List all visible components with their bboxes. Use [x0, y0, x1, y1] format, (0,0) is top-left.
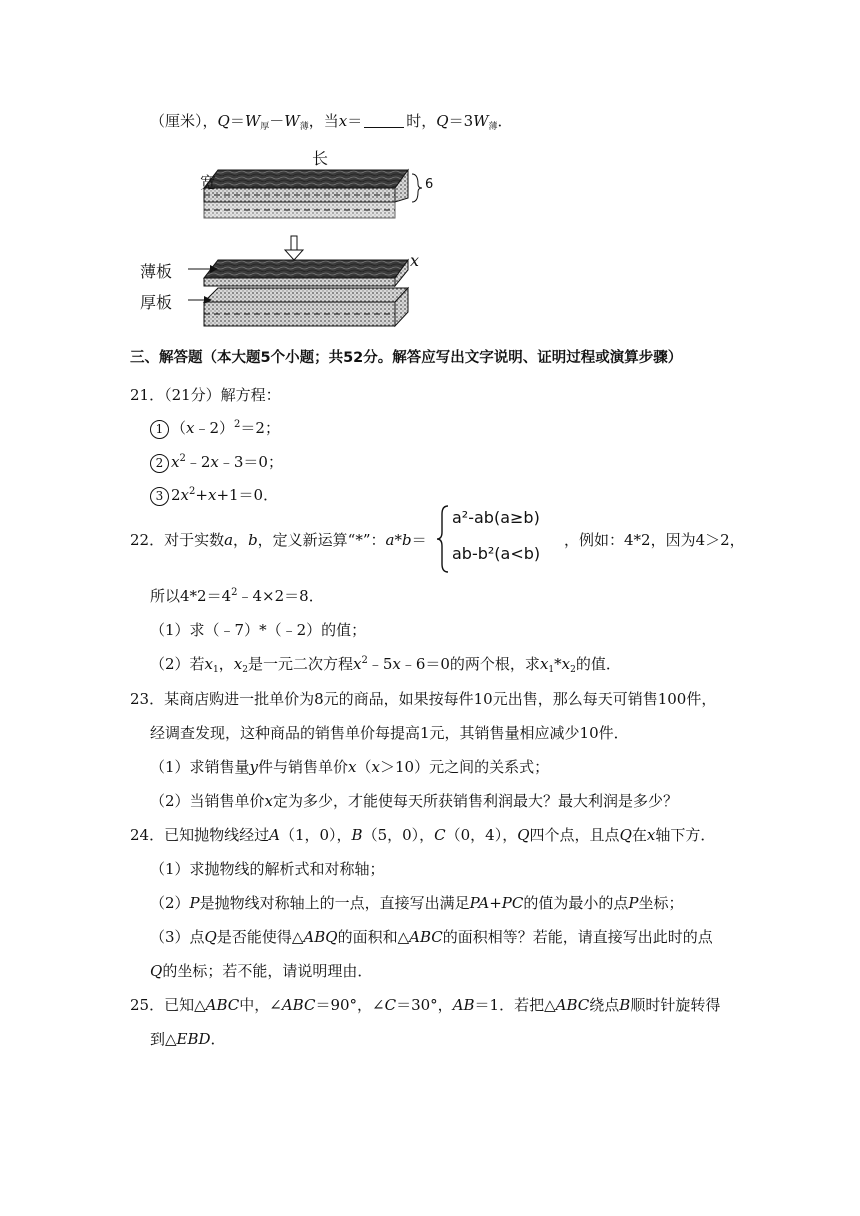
- q22-line-1: [130, 529, 427, 551]
- circled-number: 3: [150, 487, 169, 506]
- q24s3-e: 的坐标；若不能，请说明理由．: [162, 962, 373, 980]
- q24-x: x: [646, 826, 656, 844]
- thick-board-top-face: [204, 288, 408, 302]
- q21-3-a: 2: [171, 486, 181, 504]
- q22s2-x3: x: [392, 655, 401, 673]
- q21-2-b: ﹣3＝0；: [218, 453, 283, 471]
- q22-op: a*b: [385, 531, 412, 549]
- q23s2-x: x: [264, 792, 274, 810]
- q25-l2-a: 到△: [150, 1030, 177, 1048]
- q22s2-e: 的值．: [575, 655, 621, 673]
- q25-ABC3: ABC: [555, 996, 590, 1014]
- q25-c: ＝90°，∠: [315, 996, 385, 1014]
- q21-3-sup: 2: [189, 486, 196, 497]
- q24s2-P: P: [189, 894, 200, 912]
- q22s2-x5: x: [561, 655, 571, 673]
- six-label: 6: [425, 177, 434, 192]
- q22s2-i4: 1: [548, 665, 555, 675]
- q22s2-a: （2）若: [150, 655, 205, 673]
- q23s1-c: （: [356, 758, 372, 776]
- q24s3-c: 的面积和△: [337, 928, 410, 946]
- q25-C: C: [384, 996, 397, 1014]
- q25-AB: AB: [452, 996, 475, 1014]
- q24s3-ABQ: ABQ: [303, 928, 338, 946]
- q24s2-plus: +: [489, 894, 502, 912]
- q22-l2-sup: 2: [231, 587, 238, 598]
- q22-eq: ＝: [411, 531, 427, 549]
- thin-board-label: 薄板: [140, 262, 173, 281]
- w-var: W: [244, 112, 261, 130]
- q24s3-b: 是否能使得△: [216, 928, 304, 946]
- q24s3-Q: Q: [204, 928, 217, 946]
- top-board-top-face: [204, 170, 408, 188]
- length-label: 长: [312, 149, 329, 168]
- q22-comma: ，: [233, 531, 249, 549]
- q-var-2: Q: [436, 112, 449, 130]
- q24-A: A: [269, 826, 280, 844]
- w-var-3: W: [473, 112, 489, 130]
- q20-end: ．: [497, 112, 513, 130]
- q21-3-b: +: [195, 486, 208, 504]
- q21-item-3: [150, 484, 278, 506]
- q21-1-x: x: [186, 419, 195, 437]
- q22s2-x1: x: [204, 655, 214, 673]
- q24s3-d: 的面积相等？若能，请直接写出此时的点: [442, 928, 713, 946]
- thick-board-label: 厚板: [140, 293, 173, 312]
- q24s2-d: 坐标；: [638, 894, 684, 912]
- q22-sub-1: （1）求（﹣7）*（﹣2）的值；: [150, 621, 367, 639]
- q22-var-b: b: [248, 531, 258, 549]
- q24-B: B: [351, 826, 363, 844]
- x-label: x: [410, 251, 420, 270]
- q22s2-sq: 2: [361, 655, 368, 666]
- q24s3-a: （3）点: [150, 928, 205, 946]
- q23s1-x2: x: [371, 758, 380, 776]
- q20-eq2: ＝: [347, 112, 363, 130]
- q21-1-sup: 2: [234, 419, 241, 430]
- q21-item-1: [150, 417, 280, 439]
- q24-Q: Q: [517, 826, 530, 844]
- q21-2-x2: x: [210, 453, 219, 471]
- q24-sub-3: [150, 926, 713, 948]
- q23-sub-1: [150, 756, 549, 778]
- q24-b: （1，0），: [279, 826, 352, 844]
- q24-Q2: Q: [619, 826, 632, 844]
- q23s1-y: y: [249, 758, 259, 776]
- q25-ABC2: ABC: [281, 996, 316, 1014]
- q21-1-b: ﹣2）: [194, 419, 235, 437]
- q22s2-comma: ，: [218, 655, 234, 673]
- q20-post: 时，: [406, 112, 437, 130]
- q22-line-2: [150, 585, 324, 607]
- x-var: x: [338, 112, 348, 130]
- thick-subscript: 厚: [260, 122, 270, 132]
- q24s2-c: 的值为最小的点: [523, 894, 629, 912]
- q24-sub-3-cont: [150, 960, 372, 982]
- q24s3-ABC: ABC: [409, 928, 443, 946]
- thin-board-top-face: [204, 260, 408, 278]
- q22-l2-a: 所以4*2＝4: [150, 587, 232, 605]
- q22s2-i2: 2: [242, 665, 248, 675]
- q25-b: 中，∠: [239, 996, 282, 1014]
- q21-2-x: x: [171, 453, 180, 471]
- q21-1-c: ＝2；: [240, 419, 280, 437]
- q21-3-x2: x: [207, 486, 217, 504]
- case-2: ab-b²(a<b): [452, 544, 541, 563]
- q22s2-star: *: [554, 655, 562, 673]
- q25-ABC: ABC: [205, 996, 240, 1014]
- q23s2-b: 定为多少，才能使每天所获销售利润最大？最大利润是多少？: [273, 792, 679, 810]
- q20-eq: ＝: [229, 112, 245, 130]
- q23s1-x: x: [348, 758, 357, 776]
- q24-sub-2: [150, 892, 684, 914]
- q24-line-1: [130, 824, 715, 846]
- q21-2-a: ﹣2: [185, 453, 211, 471]
- q24s3-Q2: Q: [150, 962, 163, 980]
- q24-sub-1: （1）求抛物线的解析式和对称轴；: [150, 860, 385, 878]
- brace: [436, 504, 450, 574]
- q21-item-2: [150, 451, 283, 473]
- q22s2-x2: x: [233, 655, 243, 673]
- q20-text: （厘米），: [150, 112, 218, 130]
- q22s2-eqx: x: [352, 655, 362, 673]
- q25-g: 顺时针旋转得: [630, 996, 721, 1014]
- q21-heading: 21．（21分）解方程：: [130, 386, 281, 404]
- thin-subscript: 薄: [299, 122, 309, 132]
- q25-B: B: [619, 996, 631, 1014]
- q23-line-2: 经调查发现，这种商品的销售单价每提高1元，其销售量相应减少10件．: [150, 724, 629, 742]
- q20-eq3: ＝3: [448, 112, 474, 130]
- q24s2-P2: P: [628, 894, 639, 912]
- q24-f: 在: [631, 826, 647, 844]
- q24-d: （0，4），: [445, 826, 518, 844]
- board-figure: [140, 140, 440, 340]
- q-var: Q: [217, 112, 230, 130]
- circled-number: 2: [150, 454, 169, 473]
- q22s2-i5: 2: [570, 665, 576, 675]
- q25-l2-b: ．: [210, 1030, 226, 1048]
- q22s2-i1: 1: [213, 665, 219, 675]
- q22s2-x4: x: [539, 655, 549, 673]
- q22-a: 22．对于实数: [130, 531, 225, 549]
- q24-a: 24．已知抛物线经过: [130, 826, 270, 844]
- q24s2-PC: PC: [501, 894, 524, 912]
- q24-C: C: [434, 826, 446, 844]
- q24s2-b: 是抛物线对称轴上的一点，直接写出满足: [199, 894, 470, 912]
- q25-a: 25．已知△: [130, 996, 206, 1014]
- q21-3-x: x: [180, 486, 190, 504]
- q24-g: 轴下方．: [655, 826, 716, 844]
- q20-answer-line: [150, 110, 513, 132]
- q23s1-a: （1）求销售量: [150, 758, 250, 776]
- q21-2-sup: 2: [179, 453, 186, 464]
- q25-line-2: [150, 1028, 226, 1050]
- section-heading: 三、解答题（本大题5个小题；共52分。解答应写出文字说明、证明过程或演算步骤）: [130, 350, 683, 366]
- q23s2-a: （2）当销售单价: [150, 792, 265, 810]
- q22s2-c: ﹣5: [367, 655, 393, 673]
- q25-line-1: [130, 994, 720, 1016]
- q23-line-1: 23．某商店购进一批单价为8元的商品，如果按每件10元出售，那么每天可销售100件，: [130, 690, 717, 708]
- thin-subscript-2: 薄: [488, 122, 498, 132]
- q23-sub-2: [150, 790, 678, 812]
- q24-e: 四个点，且点: [529, 826, 620, 844]
- q22s2-d: ﹣6＝0的两个根，求: [400, 655, 540, 673]
- q22-var-a: a: [224, 531, 234, 549]
- q22-tail: ，例如：4*2，因为4＞2，: [564, 531, 745, 549]
- q24-c: （5，0），: [362, 826, 435, 844]
- q22-l2-b: ﹣4×2＝8．: [237, 587, 324, 605]
- case-1: a²-ab(a≥b): [452, 508, 540, 527]
- q20-minus: －: [269, 112, 285, 130]
- q25-e: ＝1．若把△: [474, 996, 556, 1014]
- q25-EBD: EBD: [176, 1030, 211, 1048]
- q21-3-c: +1＝0．: [216, 486, 279, 504]
- q22-sub-2: [150, 653, 621, 675]
- piecewise-definition: [436, 504, 566, 574]
- q23s1-b: 件与销售单价: [258, 758, 349, 776]
- circled-number: 1: [150, 420, 169, 439]
- q22-b: ，定义新运算“*”：: [257, 531, 386, 549]
- q22s2-b: 是一元二次方程: [247, 655, 353, 673]
- width-label: 宽: [200, 173, 217, 192]
- w-var-2: W: [284, 112, 300, 130]
- q21-1-a: （: [171, 419, 187, 437]
- board-illustration: [140, 140, 440, 340]
- q24s2-a: （2）: [150, 894, 190, 912]
- q25-f: 绕点: [589, 996, 620, 1014]
- q23s1-d: ＞10）元之间的关系式；: [380, 758, 550, 776]
- q20-when: ，当: [308, 112, 339, 130]
- q24s2-PA: PA: [469, 894, 490, 912]
- answer-blank[interactable]: [364, 112, 404, 128]
- q25-d: ＝30°，: [396, 996, 453, 1014]
